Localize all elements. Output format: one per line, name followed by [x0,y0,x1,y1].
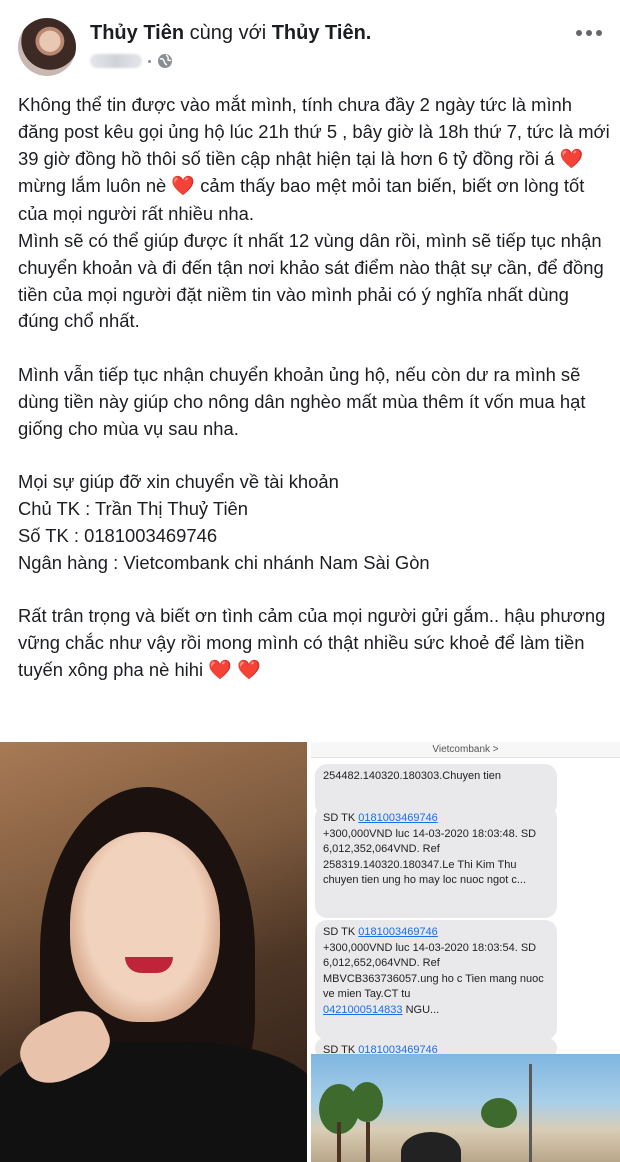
account-holder: Chủ TK : Trần Thị Thuỷ Tiên [18,497,248,519]
globe-icon[interactable] [157,53,173,69]
paragraph-1-part-a: Không thể tin được vào mắt mình, tính chưa đầy 2 ngày tức là mình đăng post kêu gọi ủng hộ lúc 21h thứ 5 , bây giờ là 18h thứ 7, tức là mới 39 giờ đồng hồ thôi số tiền cập nhật hiện tại là hơn 6 tỷ đồng rồi á [18,94,610,169]
sms-message: 254482.140320.180303.Chuyen tien [315,764,557,816]
more-dot-icon [586,30,592,36]
post-author-line [90,22,371,45]
separator-dot [148,60,151,63]
sms-message: SD TK 0181003469746 [315,1038,557,1054]
account-number: Số TK : 0181003469746 [18,524,218,546]
account-link[interactable]: 0181003469746 [358,1044,438,1054]
author-name[interactable]: Thủy Tiên [90,22,185,44]
more-options-button[interactable] [576,30,602,36]
heart-emoji-icon: ❤️ [559,148,584,170]
post-text [18,92,612,685]
paragraph-1-part-b: mừng lắm luôn nè [18,175,167,197]
more-dot-icon [596,30,602,36]
account-link[interactable]: 0181003469746 [358,812,438,824]
closing-text: Rất trân trọng và biết ơn tình cảm của mọi người gửi gắm.. hậu phương vững chắc như vậy rồi mong mình có thật nhiều sức khoẻ để làm tiền tuyến xông pha nè hihi [18,605,606,680]
sms-message: SD TK 0181003469746 +300,000VND luc 14-03-2020 18:03:54. SD 6,012,652,064VND. Ref MBVCB363736057.ung ho c Tien mang nuoc ve mien Tay.CT tu 0421000514833 NGU... [315,920,557,1040]
avatar[interactable] [18,18,76,76]
account-link[interactable]: 0181003469746 [358,926,438,938]
post-timestamp-blurred[interactable] [90,54,142,68]
more-dot-icon [576,30,582,36]
sms-sender: Vietcombank > [311,742,620,758]
sms-screenshot-photo[interactable] [311,742,620,1054]
tagged-name[interactable]: Thủy Tiên. [271,22,372,44]
post-header [0,0,620,84]
paragraph-3: Mình vẫn tiếp tục nhận chuyển khoản ủng hộ, nếu còn dư ra mình sẽ dùng tiền này giúp cho nông dân nghèo mất mùa thêm ít vốn mua hạt giống cho mùa vụ sau nha. [18,363,586,439]
closing-paragraph [18,603,612,684]
sms-message: SD TK 0181003469746 +300,000VND luc 14-03-2020 18:03:48. SD 6,012,352,064VND. Ref 258319.140320.180347.Le Thi Kim Thu chuyen tien ung ho may loc nuoc ngot c... [315,806,557,918]
heart-emoji-icon: ❤️ [208,659,232,681]
bank-name: Ngân hàng : Vietcombank chi nhánh Nam Sài Gòn [18,551,430,573]
paragraph-2: Mình sẽ có thể giúp được ít nhất 12 vùng dân rồi, mình sẽ tiếp tục nhận chuyển khoản và đi đến tận nơi khảo sát điểm nào thật sự cần, để đồng tiền của mọi người đặt niềm tin vào mình phải có ý nghĩa nhất dùng đúng chổ nhất. [18,229,604,332]
heart-emoji-icon: ❤️ [237,659,261,681]
post-meta [90,51,173,71]
account-intro: Mọi sự giúp đỡ xin chuyển về tài khoản [18,471,339,493]
paragraph-1-part-c: cảm thấy bao mệt mỏi tan biến, biết ơn lòng tốt của mọi người rất nhiều nha. [18,175,585,225]
outdoor-photo[interactable] [311,1054,620,1162]
portrait-photo[interactable] [0,742,307,1162]
heart-emoji-icon: ❤️ [171,176,196,198]
with-text: cùng với [189,22,267,44]
account-link[interactable]: 0421000514833 [323,1003,403,1016]
paragraph-1 [18,92,612,228]
